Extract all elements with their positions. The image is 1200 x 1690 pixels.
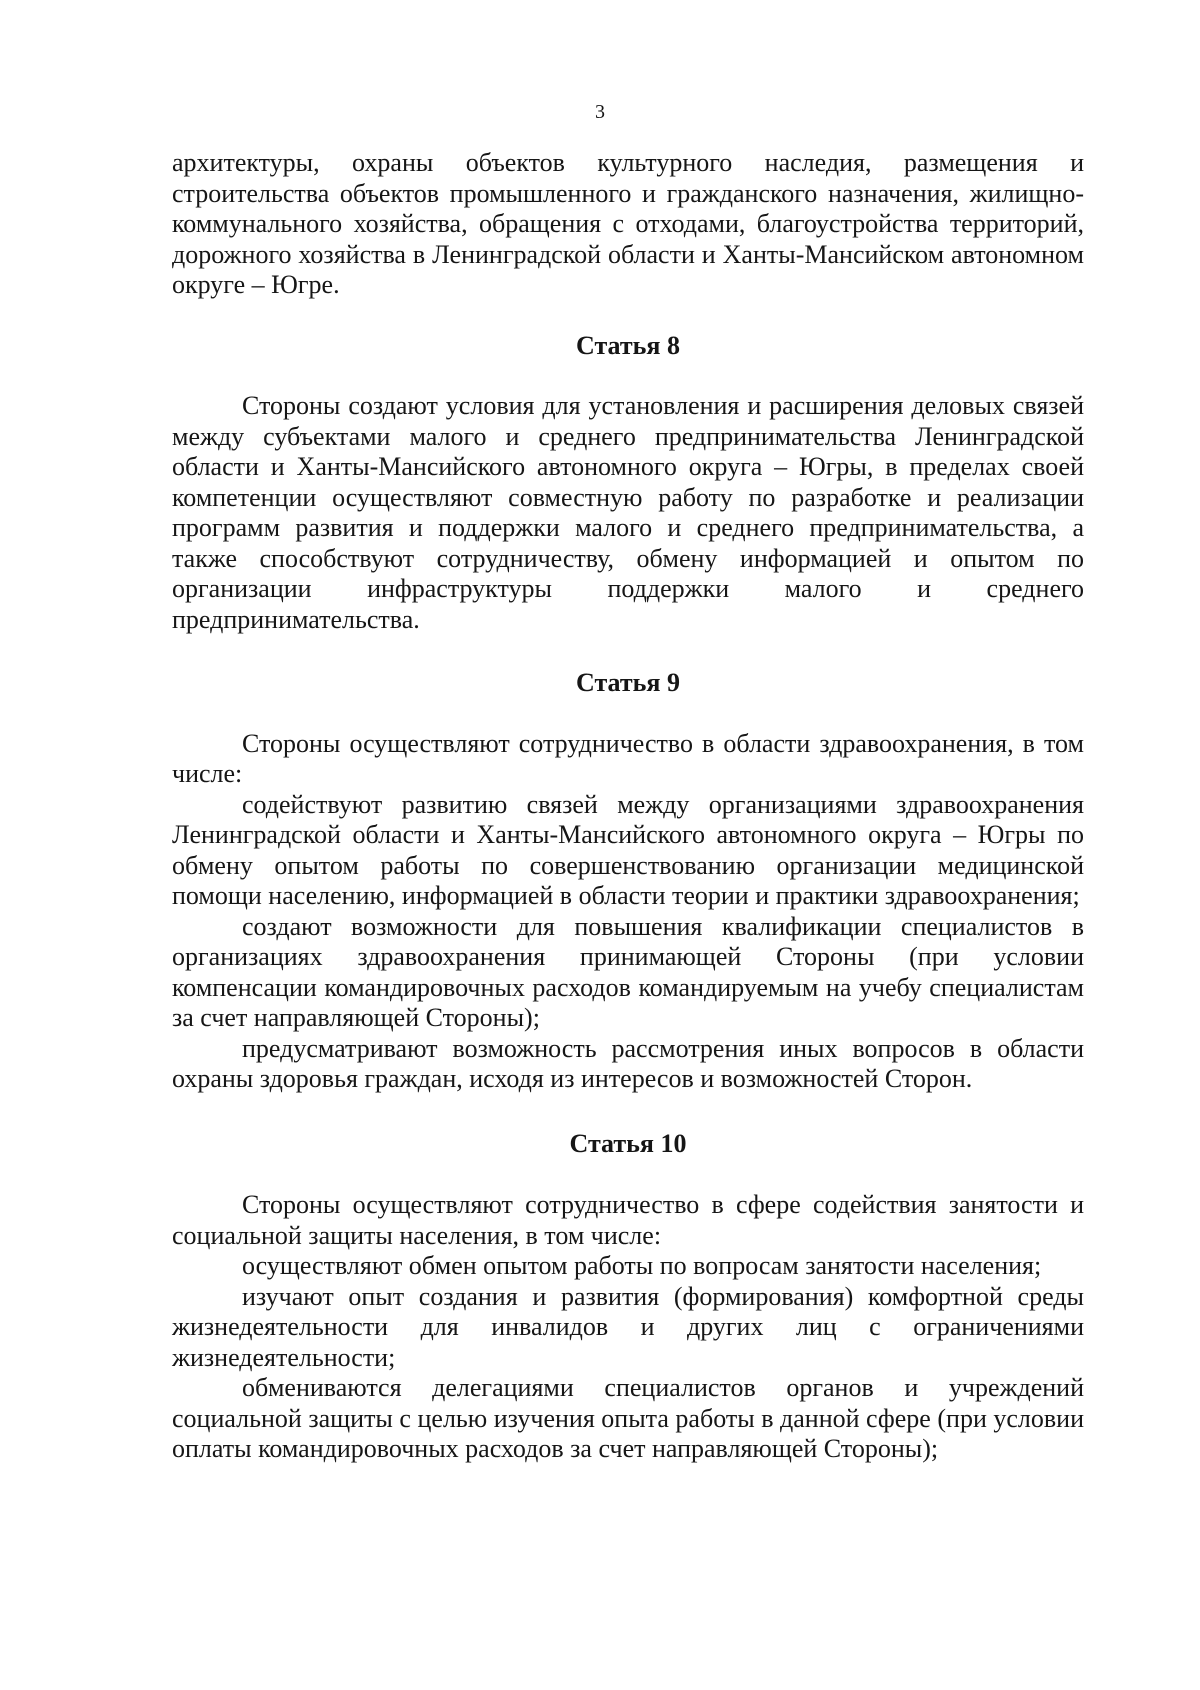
intro-paragraph: архитектуры, охраны объектов культурного наследия, размещения и строительства объектов промышленного и гражданского назначения, жилищно-коммунального хозяйства, обращения с отходами, благоустройства территорий, дорожного хозяйства в Ленинградской области и Ханты-Мансийском автономном округе – Югре. <box>172 148 1084 299</box>
article-9-paragraph: Стороны осуществляют сотрудничество в области здравоохранения, в том числе: <box>172 728 1084 788</box>
article-10-paragraph: обмениваются делегациями специалистов органов и учреждений социальной защиты с целью изучения опыта работы в данной сфере (при условии оплаты командировочных расходов за счет направляющей Стороны); <box>172 1373 1084 1463</box>
article-10-heading: Статья 10 <box>569 1128 687 1158</box>
article-8-heading: Статья 8 <box>576 330 680 360</box>
article-10 <box>172 1129 1084 1465</box>
article-10-paragraph: изучают опыт создания и развития (формирования) комфортной среды жизнедеятельности для инвалидов и других лиц с ограничениями жизнедеятельности; <box>172 1281 1084 1372</box>
article-9-heading: Статья 9 <box>576 668 680 697</box>
article-9 <box>172 668 1084 1095</box>
article-8-paragraph: Стороны создают условия для установления и расширения деловых связей между субъектами малого и среднего предпринимательства Ленинградской области и Ханты-Мансийского автономного округа – Югры, в пределах своей компетенции осуществляют совместную работу по разработке и реализации программ развития и поддержки малого и среднего предпринимательства, а также способствуют сотрудничеству, обмену информацией и опытом по организации инфраструктуры поддержки малого и среднего предпринимательства. <box>172 391 1084 634</box>
article-9-paragraph: предусматривают возможность рассмотрения иных вопросов в области охраны здоровья граждан, исходя из интересов и возможностей Сторон. <box>172 1033 1084 1093</box>
article-10-paragraph: осуществляют обмен опытом работы по вопросам занятости населения; <box>242 1251 1042 1280</box>
article-10-paragraph: Стороны осуществляют сотрудничество в сфере содействия занятости и социальной защиты населения, в том числе: <box>172 1190 1084 1250</box>
page-number: 3 <box>595 101 605 123</box>
article-8 <box>172 331 1084 636</box>
article-9-paragraph: создают возможности для повышения квалификации специалистов в организациях здравоохранения принимающей Стороны (при условии компенсации командировочных расходов командируемым на учебу специалистам за счет направляющей Стороны); <box>172 911 1084 1032</box>
document-body <box>172 148 1084 1465</box>
article-9-paragraph: содействуют развитию связей между организациями здравоохранения Ленинградской области и Ханты-Мансийского автономного округа – Югры по обмену опытом работы по совершенствованию организации медицинской помощи населению, информацией в области теории и практики здравоохранения; <box>172 789 1084 910</box>
